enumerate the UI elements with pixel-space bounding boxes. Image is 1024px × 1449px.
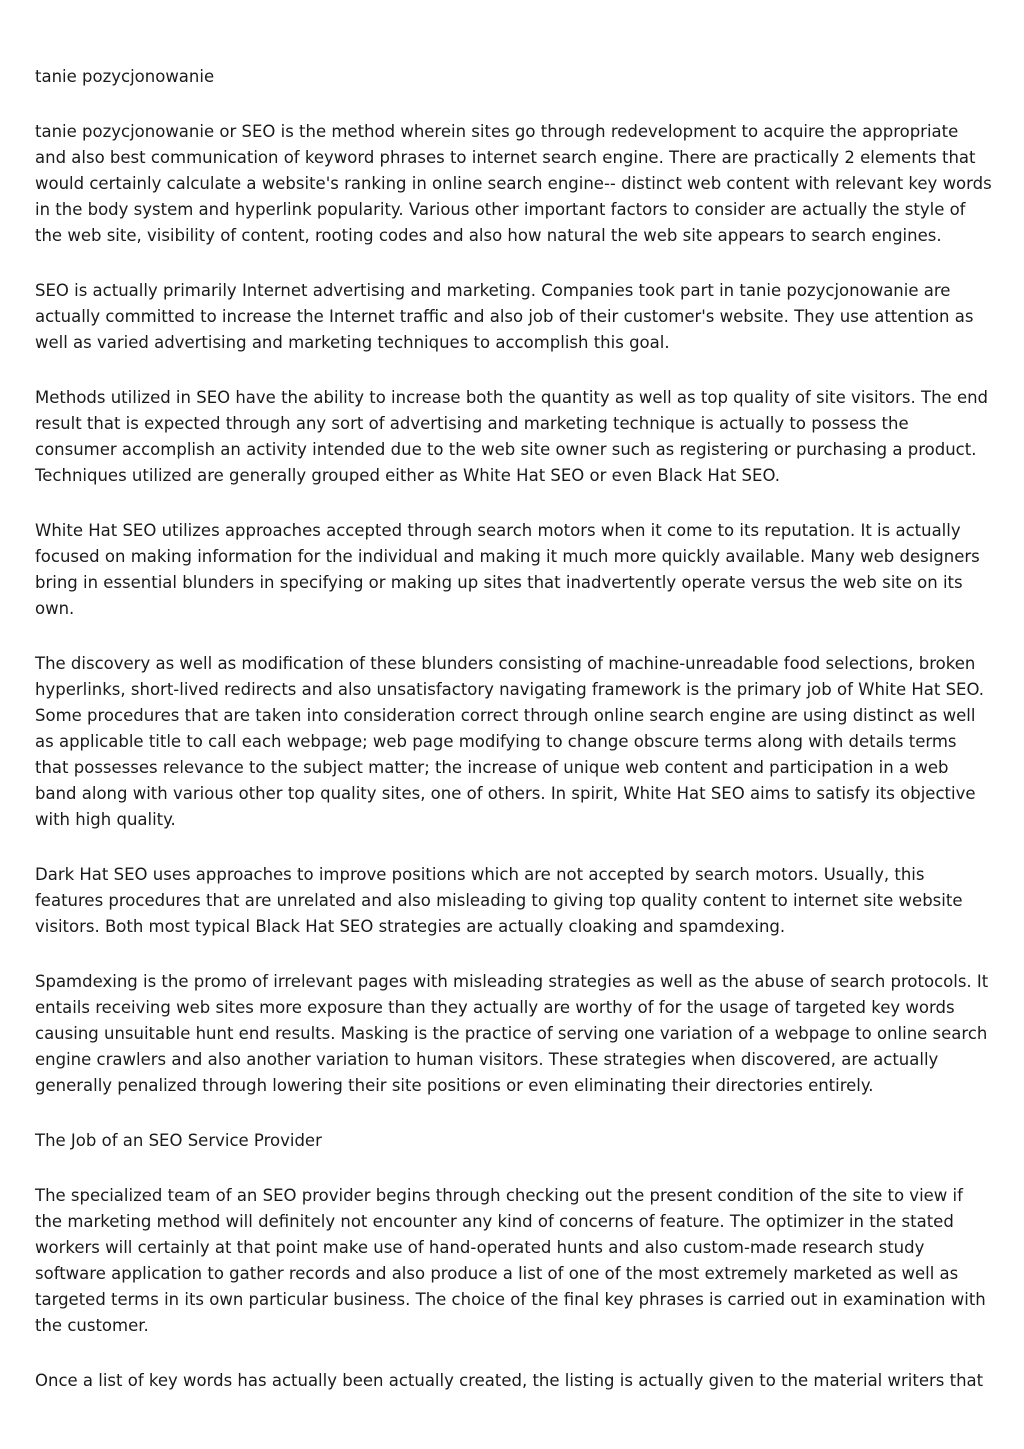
paragraph-white-hat: White Hat SEO utilizes approaches accepted through search motors when it come to its reputation. It is actually focused on making information for the individual and making it much more quickly available. Many web designers bring in essential blunders in specifying or making up sites that inadvertently operate versus the web site on its own. [35, 521, 980, 618]
document-title: tanie pozycjonowanie [35, 67, 215, 86]
paragraph-spamdexing: Spamdexing is the promo of irrelevant pages with misleading strategies as well as the abuse of search protocols. It entails receiving web sites more exposure than they actually are worthy of for the usage of targeted key words causing unsuitable hunt end results. Masking is the practice of serving one variation of a webpage to online search engine crawlers and also another variation to human visitors. These strategies when discovered, are actually generally penalized through lowering their site positions or even eliminating their directories entirely. [35, 972, 989, 1095]
paragraph-intro: tanie pozycjonowanie or SEO is the method wherein sites go through redevelopment to acquire the appropriate and also best communication of keyword phrases to internet search engine. There are practically 2 elements that would certainly calculate a website's ranking in online search engine-- distinct web content with relevant key words in the body system and hyperlink popularity. Various other important factors to consider are actually the style of the web site, visibility of content, rooting codes and also how natural the web site appears to search engines. [35, 122, 992, 245]
paragraph-discovery: The discovery as well as modification of these blunders consisting of machine-unreadable food selections, broken hyperlinks, short-lived redirects and also unsatisfactory navigating framework is the primary job of White Hat SEO. Some procedures that are taken into consideration correct through online search engine are using distinct as well as applicable title to call each webpage; web page modifying to change obscure terms along with details terms that possesses relevance to the subject matter; the increase of unique web content and participation in a web band along with various other top quality sites, one of others. In spirit, White Hat SEO aims to satisfy its objective with high quality. [35, 654, 985, 829]
paragraph-methods: Methods utilized in SEO have the ability to increase both the quantity as well as top quality of site visitors. The end result that is expected through any sort of advertising and marketing technique is actually to possess the consumer accomplish an activity intended due to the web site owner such as registering or purchasing a product. Techniques utilized are generally grouped either as White Hat SEO or even Black Hat SEO. [35, 388, 989, 485]
paragraph-key-words-list: Once a list of key words has actually been actually created, the listing is actually given to the material writers that [35, 1371, 984, 1390]
paragraph-dark-hat: Dark Hat SEO uses approaches to improve positions which are not accepted by search motors. Usually, this features procedures that are unrelated and also misleading to giving top quality content to internet site website visitors. Both most typical Black Hat SEO strategies are actually cloaking and spamdexing. [35, 865, 963, 936]
paragraph-specialized-team: The specialized team of an SEO provider begins through checking out the present condition of the site to view if the marketing method will definitely not encounter any kind of concerns of feature. The optimizer in the stated workers will certainly at that point make use of hand-operated hunts and also custom-made research study software application to gather records and also produce a list of one of the most extremely marketed as well as targeted terms in its own particular business. The choice of the final key phrases is carried out in examination with the customer. [35, 1186, 986, 1335]
document-body [35, 64, 993, 1394]
section-heading-seo-provider: The Job of an SEO Service Provider [35, 1131, 322, 1150]
paragraph-internet-advertising: SEO is actually primarily Internet advertising and marketing. Companies took part in tanie pozycjonowanie are actually committed to increase the Internet traffic and also job of their customer's website. They use attention as well as varied advertising and marketing techniques to accomplish this goal. [35, 281, 974, 352]
